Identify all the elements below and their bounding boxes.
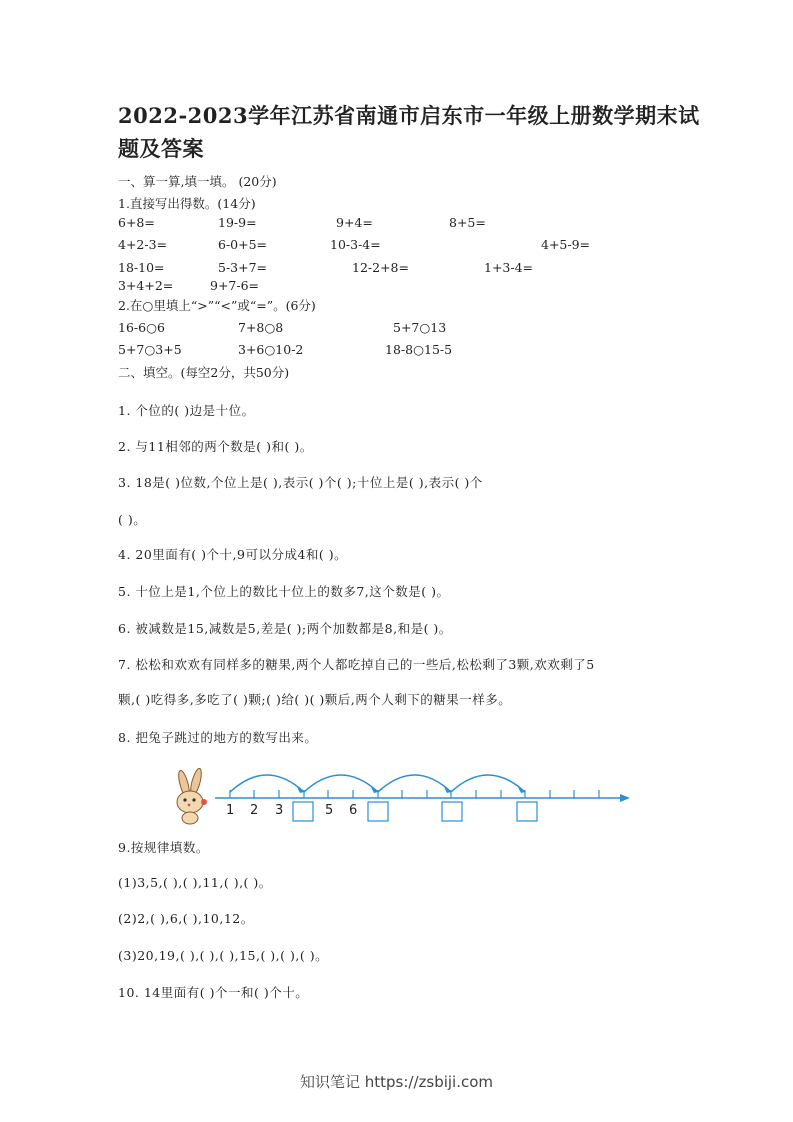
page-title: 2022-2023学年江苏省南通市启东市一年级上册数学期末试 [118,103,700,128]
question-7: 7. 松松和欢欢有同样多的糖果,两个人都吃掉自己的一些后,松松剩了3颗,欢欢剩了5 [118,657,595,672]
question-9: 9.按规律填数。 [118,840,209,855]
number-line-label: 6 [349,803,358,818]
comparison: 16-6○6 [118,320,165,335]
subsection-heading-2: 2.在○里填上“>”“<”或“=”。(6分) [118,298,316,313]
question-3-continued: ( )。 [118,512,147,527]
question-3: 3. 18是( )位数,个位上是( ),表示( )个( );十位上是( ),表示( )个 [118,475,483,490]
number-line-label: 5 [325,803,334,818]
number-line-label: 1 [226,803,235,818]
number-line-label: 2 [250,803,259,818]
comparison: 5+7○3+5 [118,342,182,357]
question-8: 8. 把兔子跳过的地方的数写出来。 [118,730,318,745]
question-10: 10. 14里面有( )个一和( )个十。 [118,985,309,1000]
question-2: 2. 与11相邻的两个数是( )和( )。 [118,439,313,454]
number-line-ticks [230,790,599,798]
number-line-figure [160,762,635,827]
equation: 1+3-4= [484,260,534,275]
question-9-1: (1)3,5,( ),( ),11,( ),( )。 [118,875,272,890]
section-heading-1: 一、算一算,填一填。 (20分) [118,174,277,189]
equation: 9+7-6= [210,278,260,293]
section-heading-2: 二、填空。(每空2分，共50分) [118,365,290,380]
subsection-heading-1: 1.直接写出得数。(14分) [118,196,256,211]
question-4: 4. 20里面有( )个十,9可以分成4和( )。 [118,547,348,562]
question-9-2: (2)2,( ),6,( ),10,12。 [118,911,254,926]
equation: 18-10= [118,260,165,275]
equation: 9+4= [336,215,373,230]
arc-arrowheads [297,787,525,793]
comparison: 18-8○15-5 [385,342,453,357]
question-1: 1. 个位的( )边是十位。 [118,403,255,418]
equation: 4+2-3= [118,237,168,252]
page-title-continued: 题及答案 [118,136,204,161]
equation: 6+8= [118,215,155,230]
equation: 5-3+7= [218,260,268,275]
question-6: 6. 被减数是15,减数是5,差是( );两个加数都是8,和是( )。 [118,621,452,636]
equation: 19-9= [218,215,257,230]
jump-arcs [230,775,525,792]
question-9-3: (3)20,19,( ),( ),( ),15,( ),( ),( )。 [118,948,329,963]
comparison: 7+8○8 [238,320,284,335]
question-7-continued: 颗,( )吃得多,多吃了( )颗;( )给( )( )颗后,两个人剩下的糖果一样多。 [118,692,512,707]
rabbit-illustration [177,767,207,824]
comparison: 5+7○13 [393,320,447,335]
footer-watermark: 知识笔记 https://zsbiji.com [299,1073,494,1091]
number-line-label: 3 [275,803,284,818]
equation: 6-0+5= [218,237,268,252]
equation: 3+4+2= [118,278,174,293]
equation: 4+5-9= [541,237,591,252]
equation: 12-2+8= [352,260,409,275]
question-5: 5. 十位上是1,个位上的数比十位上的数多7,这个数是( )。 [118,584,450,599]
equation: 10-3-4= [330,237,381,252]
comparison: 3+6○10-2 [238,342,304,357]
equation: 8+5= [449,215,486,230]
